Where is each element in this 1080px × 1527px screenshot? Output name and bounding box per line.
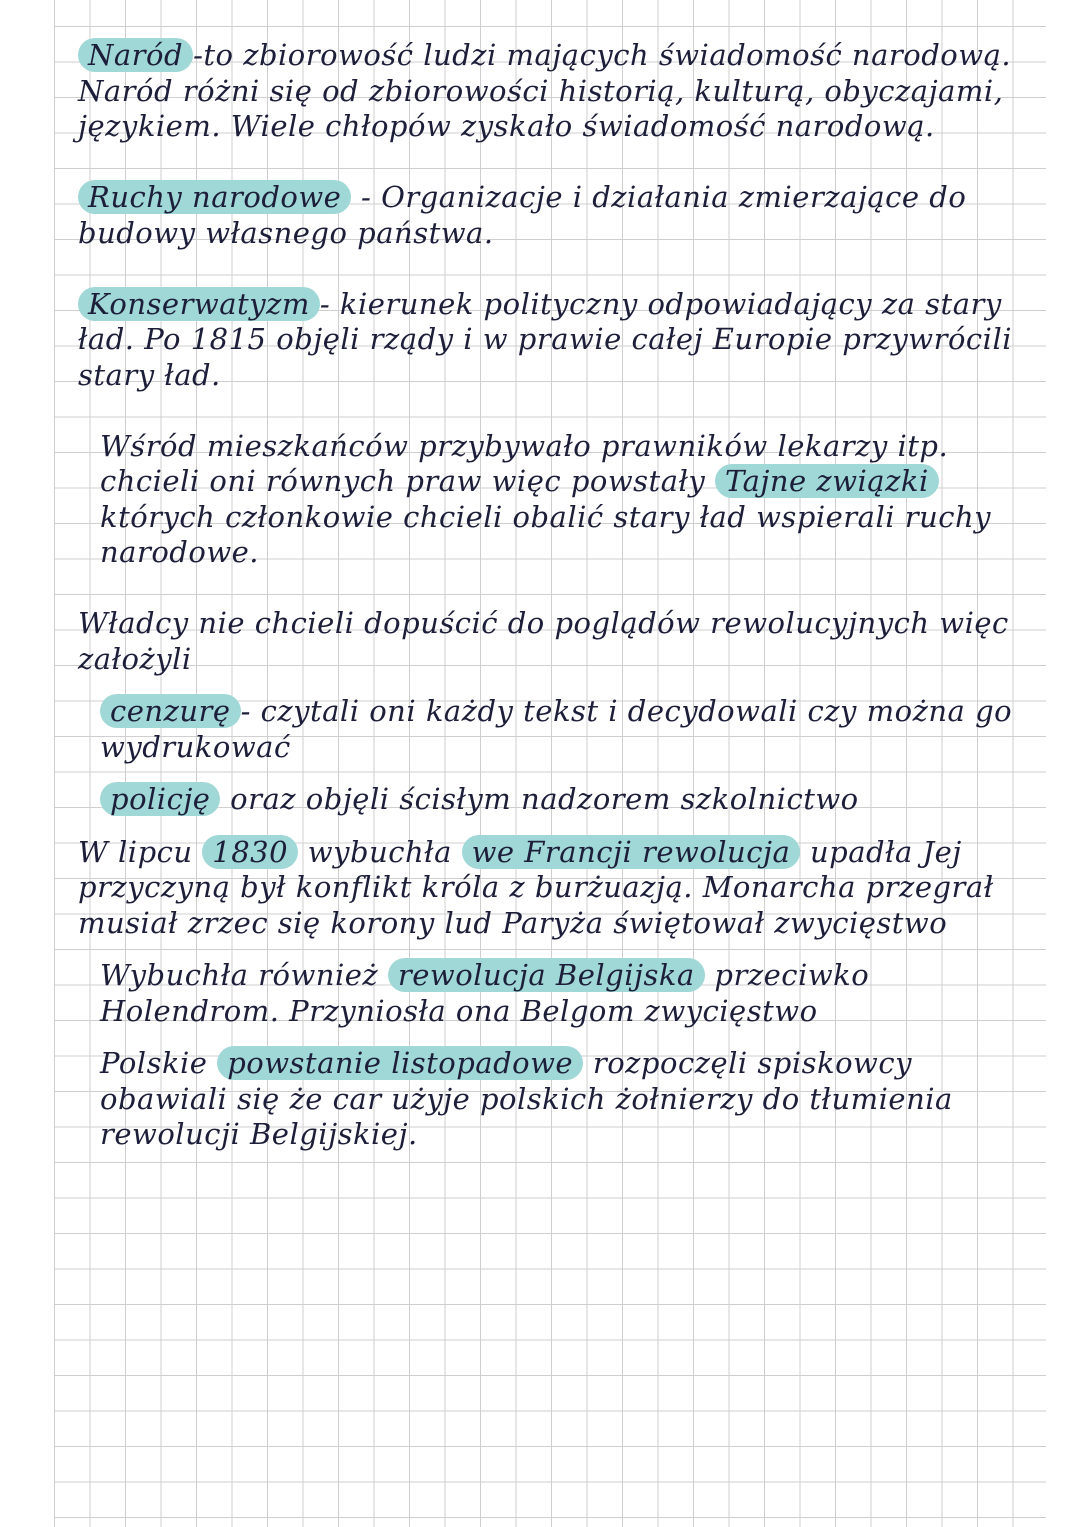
highlight-term: Naród [78,38,193,72]
highlight-term: rewolucja Belgijska [388,958,705,992]
definition-text: - czytali oni każdy tekst i decydowali czy można go wydrukować [100,694,1013,764]
definition-text: - Organizacje i działania zmierzające do budowy własnego państwa. [78,180,967,250]
highlight-term: we Francji rewolucja [462,835,801,869]
note-text: Wybuchła również [100,958,388,992]
note-text: przeciwko Holendrom. Przyniosła ona Belgom zwycięstwo [100,958,870,1028]
paragraph-cenzura [78,694,1038,765]
paragraph-policja [78,782,1038,818]
note-text: wybuchła [298,834,462,869]
paragraph-tajne-zwiazki [78,429,1038,571]
highlight-term: powstanie listopadowe [217,1046,583,1080]
highlight-term: Ruchy narodowe [78,180,351,214]
definition-text: oraz objęli ścisłym nadzorem szkolnictwo [220,782,859,816]
definition-text: - kierunek polityczny odpowiadający za stary ład. Po 1815 objęli rządy i w prawie całej Europie przywrócili stary ład. [78,286,1012,392]
note-text: W lipcu [78,834,203,869]
paragraph-wladcy [78,606,1038,677]
note-text: Wśród mieszkańców przybywało prawników lekarzy itp. chcieli oni równych praw więc powstały [100,428,949,498]
highlight-year: 1830 [202,835,298,869]
note-text: rozpoczęli spiskowcy obawiali się że car użyje polskich żołnierzy do tłumienia rewolucji Belgijskiej. [100,1046,953,1151]
highlight-term: Konserwatyzm [78,287,320,321]
handwritten-notes [78,38,1038,1170]
paragraph-powstanie-listopadowe [78,1046,1038,1153]
highlight-term: cenzurę [100,694,241,728]
paragraph-rewolucja-belgijska [78,958,1038,1029]
highlight-term: policję [100,782,220,816]
paragraph-narod [78,38,1038,145]
paragraph-rewolucja-francja [78,835,1038,942]
paragraph-ruchy-narodowe [78,180,1038,251]
note-text: których członkowie chcieli obalić stary ład wspierali ruchy narodowe. [100,499,992,569]
note-text: Polskie [100,1046,218,1080]
note-text: Władcy nie chcieli dopuścić do poglądów rewolucyjnych więc założyli [78,606,1009,676]
definition-text: -to zbiorowość ludzi mających świadomość narodową. Naród różni się od zbiorowości historią, kulturą, obyczajami, językiem. Wiele chłopów zyskało świadomość narodową. [78,38,1012,143]
paragraph-konserwatyzm [78,287,1038,394]
note-text: upadła Jej przyczyną był konflikt króla z burżuazją. Monarcha przegrał musiał zrzec się korony lud Paryża świętował zwycięstwo [78,834,994,940]
highlight-term: Tajne związki [715,464,939,498]
